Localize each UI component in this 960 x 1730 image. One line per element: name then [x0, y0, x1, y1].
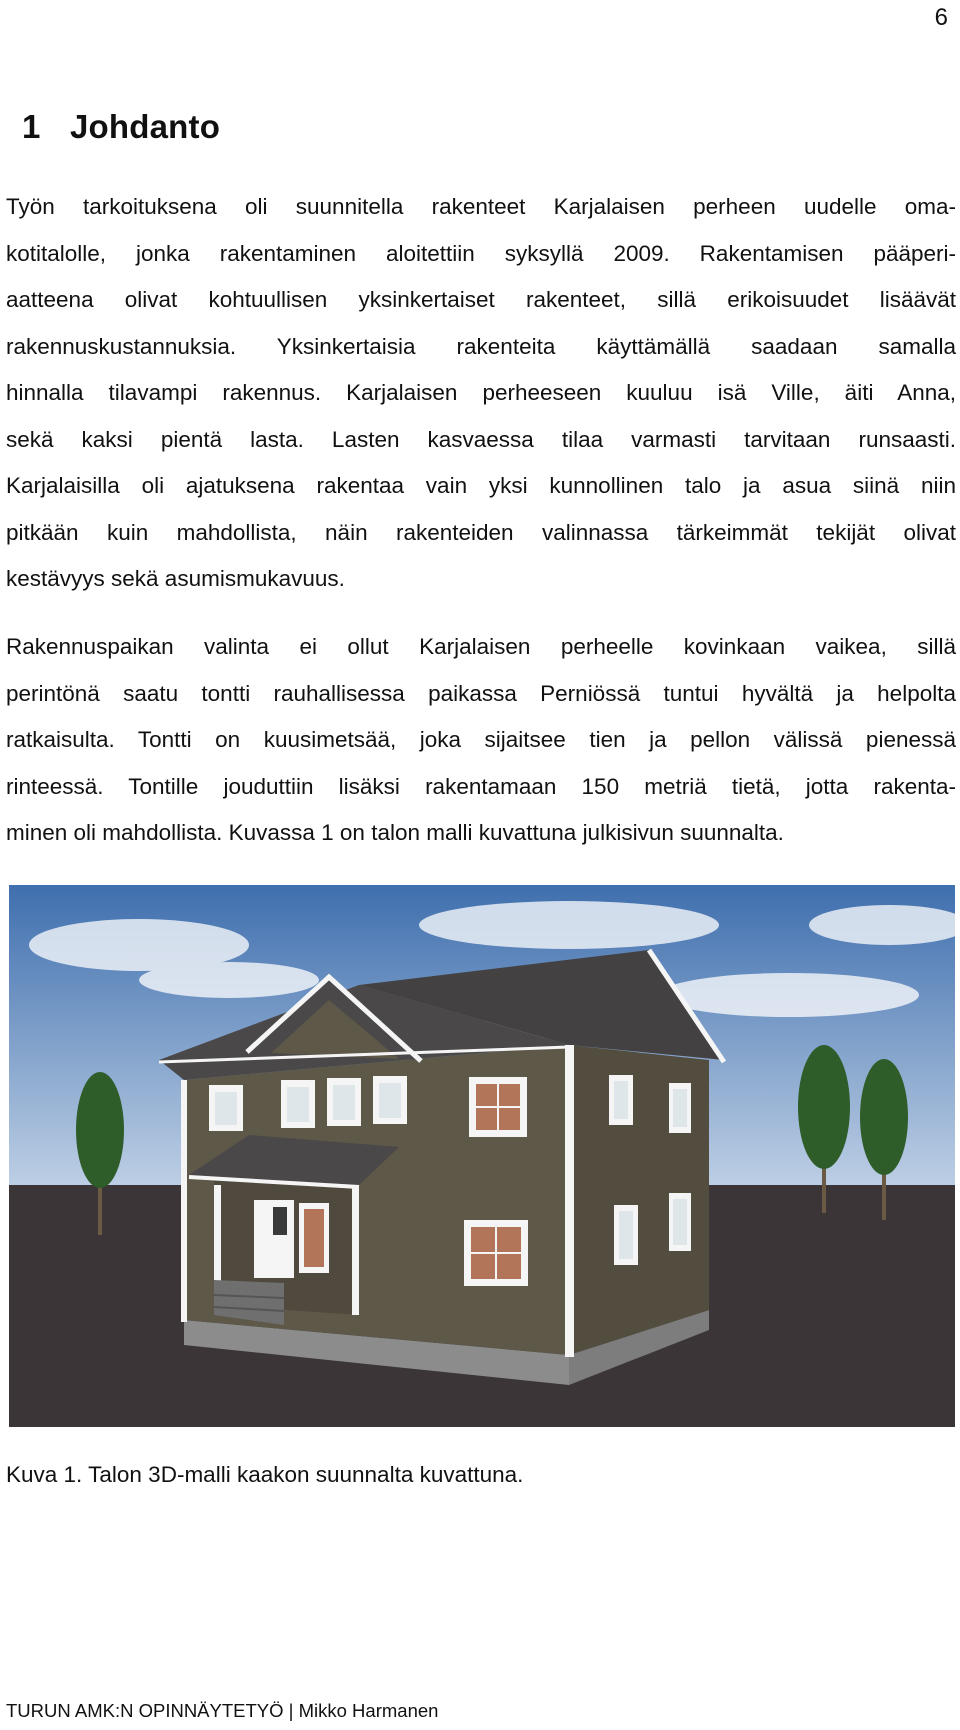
- page-footer: TURUN AMK:N OPINNÄYTETYÖ | Mikko Harmanen: [6, 1700, 439, 1721]
- paragraph-1: [6, 184, 956, 603]
- text-line: minen oli mahdollista. Kuvassa 1 on talon malli kuvattuna julkisivun suunnalta.: [6, 820, 784, 845]
- text-line: sekä kaksi pientä lasta. Lasten kasvaessa tilaa varmasti tarvitaan runsaasti.: [6, 426, 956, 452]
- section-number: 1: [22, 108, 41, 145]
- corner-trim-left: [181, 1080, 187, 1322]
- text-line: ratkaisulta. Tontti on kuusimetsää, joka sijaitsee tien ja pellon välissä pienessä: [6, 727, 956, 752]
- text-line: Työn tarkoituksena oli suunnitella rakenteet Karjalaisen perheen uudelle oma-: [6, 194, 956, 219]
- section-title: Johdanto: [70, 108, 221, 145]
- house-illustration: [9, 885, 955, 1427]
- text-line: hinnalla tilavampi rakennus. Karjalaisen perheeseen kuuluu isä Ville, äiti Anna,: [6, 380, 956, 405]
- text-line: rakennuskustannuksia. Yksinkertaisia rakenteita käyttämällä saadaan samalla: [6, 333, 956, 359]
- lower-front-window: [464, 1220, 528, 1286]
- text-line: rinteessä. Tontille jouduttiin lisäksi rakentamaan 150 metriä tietä, jotta rakenta-: [6, 773, 956, 799]
- text-line: pitkään kuin mahdollista, näin rakenteiden valinnassa tärkeimmät tekijät olivat: [6, 519, 956, 545]
- text-line: Rakennuspaikan valinta ei ollut Karjalaisen perheelle kovinkaan vaikea, sillä: [6, 634, 956, 659]
- paragraph-2: [6, 624, 956, 857]
- figure-caption: Kuva 1. Talon 3D-malli kaakon suunnalta kuvattuna.: [6, 1462, 524, 1487]
- section-heading: [22, 108, 220, 146]
- corner-trim: [565, 1045, 574, 1357]
- text-line: perintönä saatu tontti rauhallisessa paikassa Perniössä tuntui hyvältä ja helpolta: [6, 680, 956, 706]
- page-number: 6: [934, 4, 948, 31]
- porch-post: [352, 1187, 359, 1315]
- text-line: Karjalaisilla oli ajatuksena rakentaa vain yksi kunnollinen talo ja asua siinä niin: [6, 473, 956, 498]
- text-line: kestävyys sekä asumismukavuus.: [6, 566, 345, 591]
- text-line: kotitalolle, jonka rakentaminen aloitettiin syksyllä 2009. Rakentamisen pääperi-: [6, 240, 956, 266]
- text-line: aatteena olivat kohtuullisen yksinkertaiset rakenteet, sillä erikoisuudet lisäävät: [6, 287, 956, 312]
- house-3d-model-figure: [9, 885, 955, 1427]
